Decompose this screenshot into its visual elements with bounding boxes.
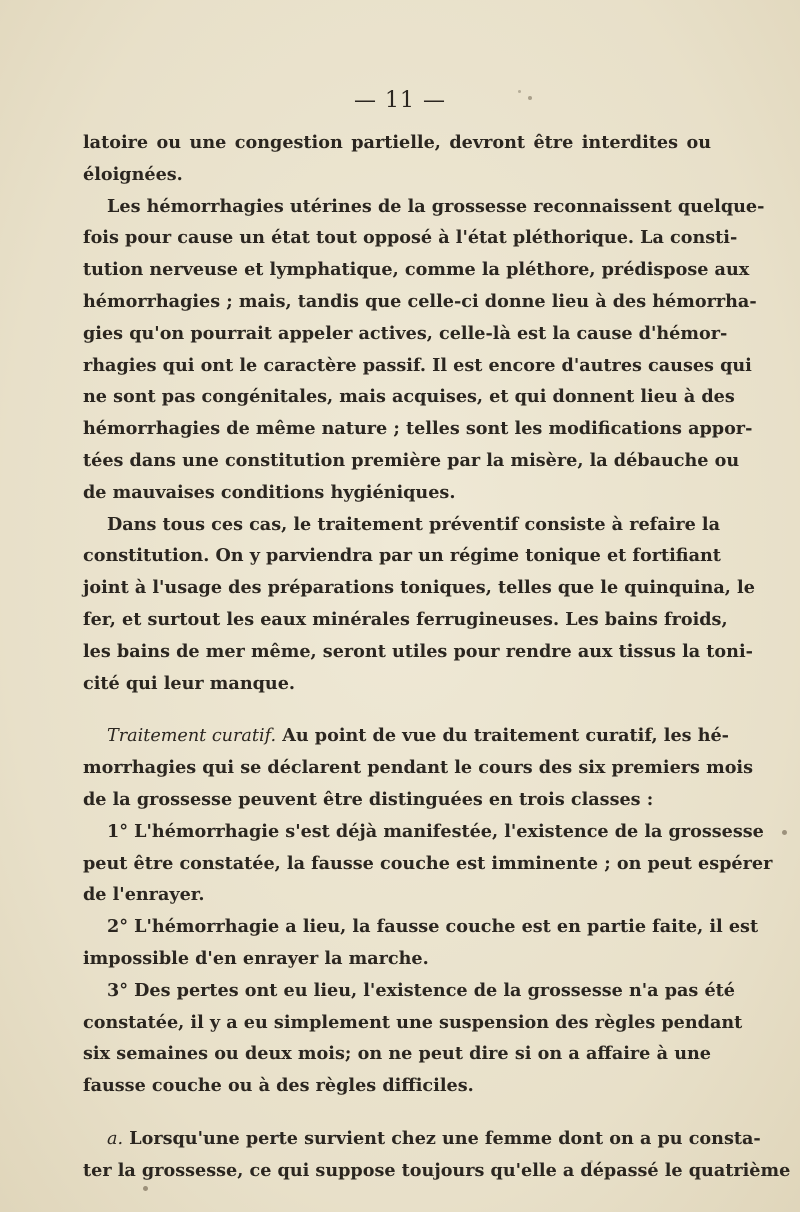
text-line: constatée, il y a eu simplement une suspension des règles pendant — [83, 1011, 743, 1033]
text-line: éloignées. — [83, 163, 183, 185]
text-line: six semaines ou deux mois; on ne peut dire si on a affaire à une — [83, 1043, 711, 1065]
paragraph-gap — [83, 699, 711, 720]
text-line: de mauvaises conditions hygiéniques. — [83, 481, 456, 503]
text-line: fois pour cause un état tout opposé à l'état pléthorique. La consti- — [83, 227, 738, 249]
paper-speck — [528, 96, 532, 100]
text-line: ter la grossesse, ce qui suppose toujours qu'elle a dépassé le quatrième — [83, 1159, 791, 1181]
text-line: tées dans une constitution première par la misère, la débauche ou — [83, 449, 740, 471]
text-line: joint à l'usage des préparations toniques, telles que le quinquina, le — [83, 577, 755, 599]
paper-speck — [518, 90, 521, 93]
text-line: impossible d'en enrayer la marche. — [83, 947, 429, 969]
text-line: latoire ou une congestion partielle, devront être interdites ou — [83, 132, 711, 153]
text-line: 3° Des pertes ont eu lieu, l'existence de la grossesse n'a pas été — [107, 979, 735, 1001]
text-line: peut être constatée, la fausse couche est imminente ; on peut espérer — [83, 852, 773, 874]
text-line: morrhagies qui se déclarent pendant le cours des six premiers mois — [83, 757, 754, 779]
text-line-rest: Au point de vue du traitement curatif, les hé- — [276, 725, 729, 747]
text-line: ne sont pas congénitales, mais acquises, et qui donnent lieu à des — [83, 386, 735, 408]
text-line: fer, et surtout les eaux minérales ferrugineuses. Les bains froids, — [83, 608, 728, 630]
text-line: rhagies qui ont le caractère passif. Il est encore d'autres causes qui — [83, 354, 752, 376]
text-line-rest: Lorsqu'une perte survient chez une femme dont on a pu consta- — [123, 1127, 761, 1149]
paragraph-gap — [83, 1102, 711, 1123]
section-heading-inline: Traitement curatif. — [107, 726, 277, 747]
text-line: fausse couche ou à des règles difficiles. — [83, 1075, 474, 1097]
page-number: — 11 — — [354, 88, 446, 113]
paper-speck — [590, 1160, 593, 1163]
text-line — [83, 1123, 761, 1155]
paper-speck — [143, 1186, 148, 1191]
text-line: les bains de mer même, seront utiles pour rendre aux tissus la toni- — [83, 640, 753, 662]
item-marker: a. — [107, 1128, 124, 1149]
text-line: 1° L'hémorrhagie s'est déjà manifestée, l'existence de la grossesse — [107, 820, 764, 842]
text-line: Les hémorrhagies utérines de la grossesse reconnaissent quelque- — [107, 195, 765, 217]
text-line: cité qui leur manque. — [83, 672, 296, 694]
paper-speck — [782, 830, 787, 835]
text-line: gies qu'on pourrait appeler actives, celle-là est la cause d'hémor- — [83, 322, 728, 344]
text-line: Dans tous ces cas, le traitement préventif consiste à refaire la — [107, 513, 720, 535]
text-line: 2° L'hémorrhagie a lieu, la fausse couche est en partie faite, il est — [107, 916, 759, 938]
text-line: tution nerveuse et lymphatique, comme la pléthore, prédispose aux — [83, 259, 750, 281]
text-line — [83, 720, 729, 752]
text-line: de l'enrayer. — [83, 884, 205, 906]
text-line: hémorrhagies ; mais, tandis que celle-ci donne lieu à des hémorrha- — [83, 290, 757, 312]
text-line: de la grossesse peuvent être distinguées en trois classes : — [83, 788, 654, 810]
text-line: constitution. On y parviendra par un régime tonique et fortifiant — [83, 545, 721, 567]
text-line: hémorrhagies de même nature ; telles sont les modifications appor- — [83, 418, 753, 440]
body-text — [83, 127, 791, 1187]
